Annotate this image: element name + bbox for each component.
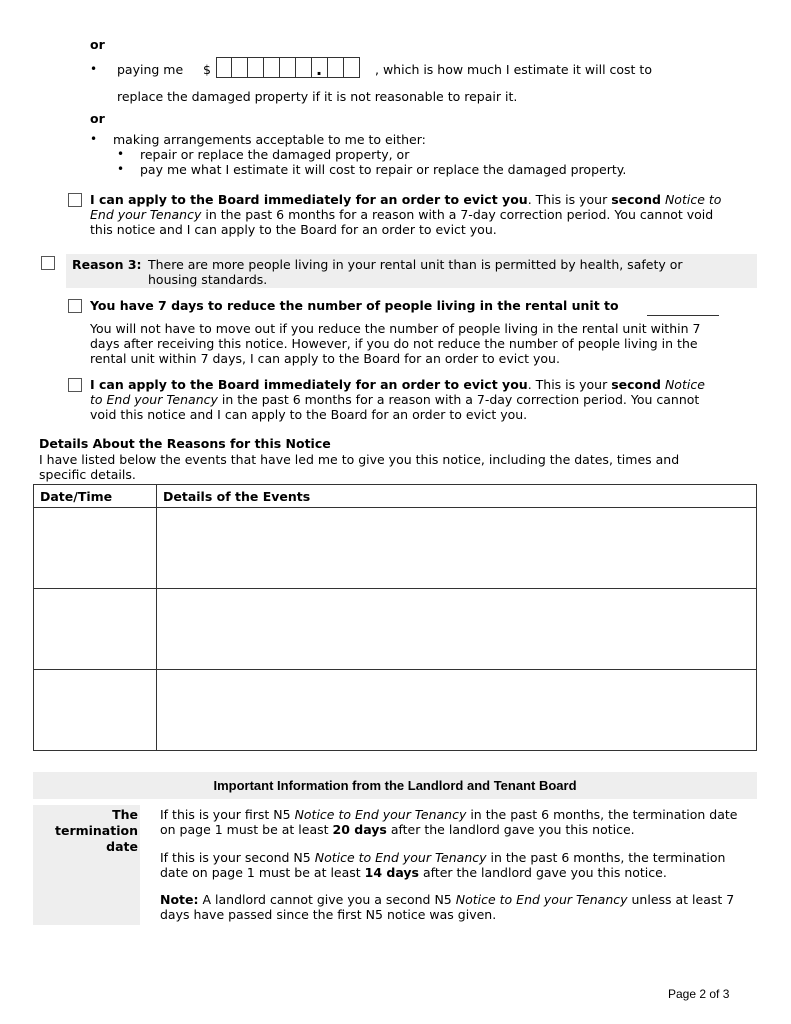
col-date-time: Date/Time [34, 485, 157, 508]
reduce-occupants-checkbox[interactable] [68, 299, 82, 313]
details-intro: I have listed below the events that have led me to give you this notice, including the dates, times and specific details. [39, 452, 680, 482]
occupants-number-field[interactable] [647, 299, 719, 316]
paying-me-label: paying me [117, 62, 184, 77]
date-time-cell[interactable] [34, 589, 157, 670]
info-note: Note: A landlord cannot give you a second N5 Notice to End your Tenancy unless at least 7 days have passed since the first N5 notice was given. [160, 892, 735, 922]
estimate-text: , which is how much I estimate it will cost to [375, 62, 652, 77]
evict-option-2-bold: I can apply to the Board immediately for an order to evict you [90, 377, 528, 392]
details-cell[interactable] [157, 508, 757, 589]
amount-input[interactable] [216, 57, 360, 78]
reason-3-text: There are more people living in your rental unit than is permitted by health, safety or housing standards. [148, 257, 683, 287]
table-header-row [34, 485, 757, 508]
evict-option-1: I can apply to the Board immediately for an order to evict you. This is your second Notice to End your Tenancy in the past 6 months for a reason with a 7-day correction period. You cannot void this notice and I can apply to the Board for an order to evict you. [90, 192, 722, 237]
bullet-icon: • [90, 62, 98, 76]
estimate-continued: replace the damaged property if it is not reasonable to repair it. [117, 89, 518, 104]
evict-option-1-bold: I can apply to the Board immediately for an order to evict you [90, 192, 528, 207]
evict-immediately-checkbox-2[interactable] [68, 378, 82, 392]
sub-option-repair: repair or replace the damaged property, or [140, 147, 410, 162]
or-separator-2: or [90, 111, 105, 126]
reduce-occupants-title: You have 7 days to reduce the number of people living in the rental unit to [90, 298, 619, 313]
sub-option-pay: pay me what I estimate it will cost to repair or replace the damaged property. [140, 162, 627, 177]
dollar-sign: $ [203, 62, 211, 77]
events-table [33, 484, 757, 751]
or-separator-1: or [90, 37, 105, 52]
evict-immediately-checkbox-1[interactable] [68, 193, 82, 207]
details-cell[interactable] [157, 589, 757, 670]
bullet-icon: • [90, 132, 98, 146]
reason-3-checkbox[interactable] [41, 256, 55, 270]
date-time-cell[interactable] [34, 508, 157, 589]
table-row [34, 670, 757, 751]
reason-3-label: Reason 3: [72, 257, 142, 272]
info-title: Important Information from the Landlord and Tenant Board [33, 772, 757, 799]
details-heading: Details About the Reasons for this Notice [39, 436, 331, 451]
bullet-icon: • [117, 162, 125, 176]
info-paragraph-1: If this is your first N5 Notice to End your Tenancy in the past 6 months, the termination date on page 1 must be at least 20 days after the landlord gave you this notice. [160, 807, 738, 837]
arrangements-text: making arrangements acceptable to me to either: [113, 132, 426, 147]
bullet-icon: • [117, 147, 125, 161]
details-cell[interactable] [157, 670, 757, 751]
evict-option-2: I can apply to the Board immediately for an order to evict you. This is your second Notice to End your Tenancy in the past 6 months for a reason with a 7-day correction period. You cannot void this notice and I can apply to the Board for an order to evict you. [90, 377, 705, 422]
date-time-cell[interactable] [34, 670, 157, 751]
page-number: Page 2 of 3 [668, 987, 730, 1001]
table-row [34, 589, 757, 670]
info-paragraph-2: If this is your second N5 Notice to End your Tenancy in the past 6 months, the termination date on page 1 must be at least 14 days after the landlord gave you this notice. [160, 850, 726, 880]
table-row [34, 508, 757, 589]
col-details: Details of the Events [157, 485, 757, 508]
termination-date-label: The termination date [33, 805, 140, 925]
reduce-occupants-text: You will not have to move out if you reduce the number of people living in the rental unit within 7 days after receiving this notice. However, if you do not reduce the number of people living in the rental unit within 7 days, I can apply to the Board for an order to evict you. [90, 321, 701, 366]
